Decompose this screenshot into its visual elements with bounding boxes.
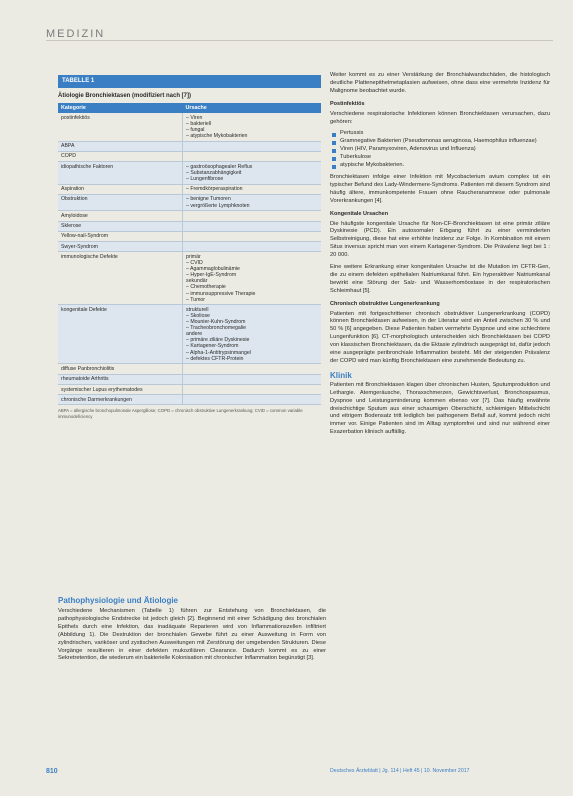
table-row [58, 364, 321, 374]
table-row [58, 113, 321, 141]
table-cell-cause: – benigne Tumoren – vergrößerte Lymphknoten [183, 194, 322, 210]
table-cell-category: Swyer-Syndrom [58, 242, 183, 252]
journal-footer: Deutsches Ärzteblatt | Jg. 114 | Heft 45 | 10. November 2017 [330, 768, 470, 774]
table-cell-cause [183, 141, 322, 151]
paragraph: Weiter kommt es zu einer Verstärkung der Bronchialwandschäden, die histologisch deutliche Plattenepithelmetaplasien aufweisen, ohne dass eine vermehrte Inzidenz für Malignome beobachtet wurde. [330, 72, 550, 94]
list-item: Pertussis [330, 130, 550, 138]
table-cell-category: Aspiration [58, 184, 183, 194]
subheading-postinfectious: Postinfektiös [330, 100, 365, 107]
paragraph: Patienten mit fortgeschrittener chronisch obstruktiver Lungenerkrankung (COPD) können Bronchiektasen aufweisen, in der Literatur wird ein Anteil zwischen 30 % und 50 % [6] angegeben. Diese Patienten haben vermehrte Dyspnoe und eine schlechtere Lungenfunktion [6]. CT-morphologisch unterscheiden sich Bronchiektasen bei COPD von klassischen Bronchiektasen, da die Ektasie zylindrisch ausgeprägt ist, dafür jedoch eine ausgeprägte peribronchiale Inflammation besteht. Mit der steigenden Prävalenz der COPD wird man künftig Bronchiektasen eine zunehmende Bedeutung zu. [330, 310, 550, 364]
table-cell-category: systemischer Lupus erythematodes [58, 384, 183, 394]
table-cell-category: kongenitale Defekte [58, 305, 183, 364]
table-row [58, 384, 321, 394]
table-cell-cause [183, 384, 322, 394]
table-cell-cause [183, 221, 322, 231]
paragraph: Die häufigste kongenitale Ursache für Non-CF-Bronchiektasen ist eine primär ziliäre Dyskinesie (PCD). Ein autosomaler Erbgang führt zu einer verminderten Selbstreinigung, diese hat eine erhöhte Inzidenz zur Folge. In Kombination mit einem Situs inversus spricht man von einem Kartagener-Syndrom. Die Prävalenz liegt bei 1 : 20 000. [330, 220, 550, 259]
table-row [58, 242, 321, 252]
table-cell-category: Obstruktion [58, 194, 183, 210]
table-row [58, 395, 321, 405]
table-cell-category: rheumatoide Arthritis [58, 374, 183, 384]
paragraph: Verschiedene respiratorische Infektionen können Bronchiektasen verursachen, dazu gehören: [330, 110, 550, 125]
table-row [58, 151, 321, 161]
table-row [58, 141, 321, 151]
right-column [330, 72, 550, 441]
list-item: Tuberkulose [330, 154, 550, 162]
table-cell-category: immunologische Defekte [58, 252, 183, 305]
list-item: Gramnegative Bakterien (Pseudomonas aeruginosa, Haemophilus influenzae) [330, 138, 550, 146]
table-cell-cause [183, 151, 322, 161]
section-heading-clinic: Klinik [330, 370, 352, 380]
table-cell-category: idiopathische Faktoren [58, 162, 183, 184]
table-cell-cause [183, 211, 322, 221]
table-1 [58, 75, 321, 419]
table-row [58, 374, 321, 384]
table-cell-cause: strukturell – Skoliose – Mounier-Kuhn-Syndrom – Tracheobronchomegalie andere – primäre ziliäre Dyskinesie – Kartagener-Syndrom – Alpha-1-Antitrypsinmangel – defektes CFTR-Protein [183, 305, 322, 364]
table-cell-cause [183, 231, 322, 241]
table-cell-category: Sklerose [58, 221, 183, 231]
section-heading-pathophysiology: Pathophysiologie und Ätiologie [58, 596, 178, 605]
subheading-copd: Chronisch obstruktive Lungenerkrankung [330, 300, 440, 307]
table-header-category: Kategorie [58, 103, 183, 113]
table-cell-category: diffuse Panbronchiolitis [58, 364, 183, 374]
table-cell-category: chronische Darmerkrankungen [58, 395, 183, 405]
list-item: atypische Mykobakterien. [330, 162, 550, 170]
list-item: Viren (HIV, Paramyxoviren, Adenovirus und Influenza) [330, 146, 550, 154]
section-label: MEDIZIN [46, 28, 106, 40]
etiology-table [58, 103, 321, 405]
table-row [58, 184, 321, 194]
table-title: Ätiologie Bronchiektasen (modifiziert nach [7]) [58, 93, 192, 99]
table-row [58, 221, 321, 231]
page-number: 810 [46, 768, 58, 775]
header-rule [46, 40, 553, 41]
table-cell-cause [183, 242, 322, 252]
table-header-cause: Ursache [183, 103, 322, 113]
table-row [58, 194, 321, 210]
table-cell-category: postinfektiös [58, 113, 183, 141]
table-cell-cause [183, 364, 322, 374]
table-row [58, 211, 321, 221]
table-cell-cause [183, 395, 322, 405]
table-cell-category: COPD [58, 151, 183, 161]
infection-list [330, 130, 550, 170]
table-row [58, 252, 321, 305]
paragraph: Patienten mit Bronchiektasen klagen über chronischen Husten, Sputumproduktion und Lethargie. Atemgeräusche, Thoraxschmerzen, Gewichtsverlust, Bronchospasmus, Dyspnoe und Leistungsminderung kommen ebenso vor [7]. Das häufig erwähnte dreischichtige Sputum aus einer schaumigen Oberschicht, schleimigen Mittelschicht und eitrigem Bodensatz tritt lediglich bei pathogenem Befall auf, kommt jedoch nicht immer vor. Einige Patienten sind im Alltag symptomfrei und sind nur während einer Exazerbation klinisch auffällig. [330, 381, 550, 436]
table-tag: TABELLE 1 [58, 75, 321, 88]
table-footnote: ABPA = allergische bronchopulmonale Aspergillose; COPD = chronisch obstruktive Lungenerkrankung; CVID = common variable immunodeficiency [58, 408, 303, 419]
subheading-congenital: Kongenitale Ursachen [330, 210, 389, 217]
table-cell-cause: primär – CVID – Agammaglobulinämie – Hyper-IgE-Syndrom sekundär – Chemotherapie – immunsuppressive Therapie – Tumor [183, 252, 322, 305]
table-cell-cause: – gastroösophagealer Reflux – Substanzabhängigkeit – Lungenfibrose [183, 162, 322, 184]
table-cell-category: Yellow-nail-Syndrom [58, 231, 183, 241]
table-row [58, 231, 321, 241]
table-row [58, 305, 321, 364]
paragraph: Eine weitere Erkrankung einer kongenitalen Ursache ist die Mutation im CFTR-Gen, die zu einem defekten epithelialen Natriumkanal führt. Ein hyperaktiver Natriumkanal bewirkt eine Störung der Salz- und Wasserhomöostase in der respiratorischen Schleimhaut [5]. [330, 264, 550, 294]
table-cell-cause: – Fremdkörperaspiration [183, 184, 322, 194]
table-cell-category: Amyloidose [58, 211, 183, 221]
table-cell-category: ABPA [58, 141, 183, 151]
table-cell-cause [183, 374, 322, 384]
table-row [58, 162, 321, 184]
table-cell-cause: – Viren – bakteriell – fungal – atypische Mykobakterien [183, 113, 322, 141]
paragraph: Bronchiektasen infolge einer Infektion mit Mycobacterium avium complex ist ein typischer Befund des Lady-Windermere-Syndroms. Patienten mit diesem Syndrom sind häufig ältere, immunkompetente Frauen ohne Raucheranamnese oder pulmonale Vorerkrankungen [4]. [330, 173, 551, 204]
body-text-left: Verschiedene Mechanismen (Tabelle 1) führen zur Entstehung von Bronchiektasen, die pathophysiologische Endstrecke ist jedoch gleich [2]. Beginnend mit einer Schädigung des bronchialen Epithels durch eine Infektion, das inadäquate Reparieren wird von Inflammationszellen infiltriert (Abbildung 1). Die Destruktion der bronchialen Gewebe führt zu einer Ausweitung in Form von zylindrischen, variköser und zystischen Ausweitungen mit Zerstörung der umgebenden Strukturen. Diese Vorgänge resultieren in einer defekten mukoziliären Clearance. Dadurch kommt es zu einer Sekretretention, die wiederum ein bakterielle Kolonisation mit chronischer Inflammation begünstigt [3]. [58, 608, 326, 662]
